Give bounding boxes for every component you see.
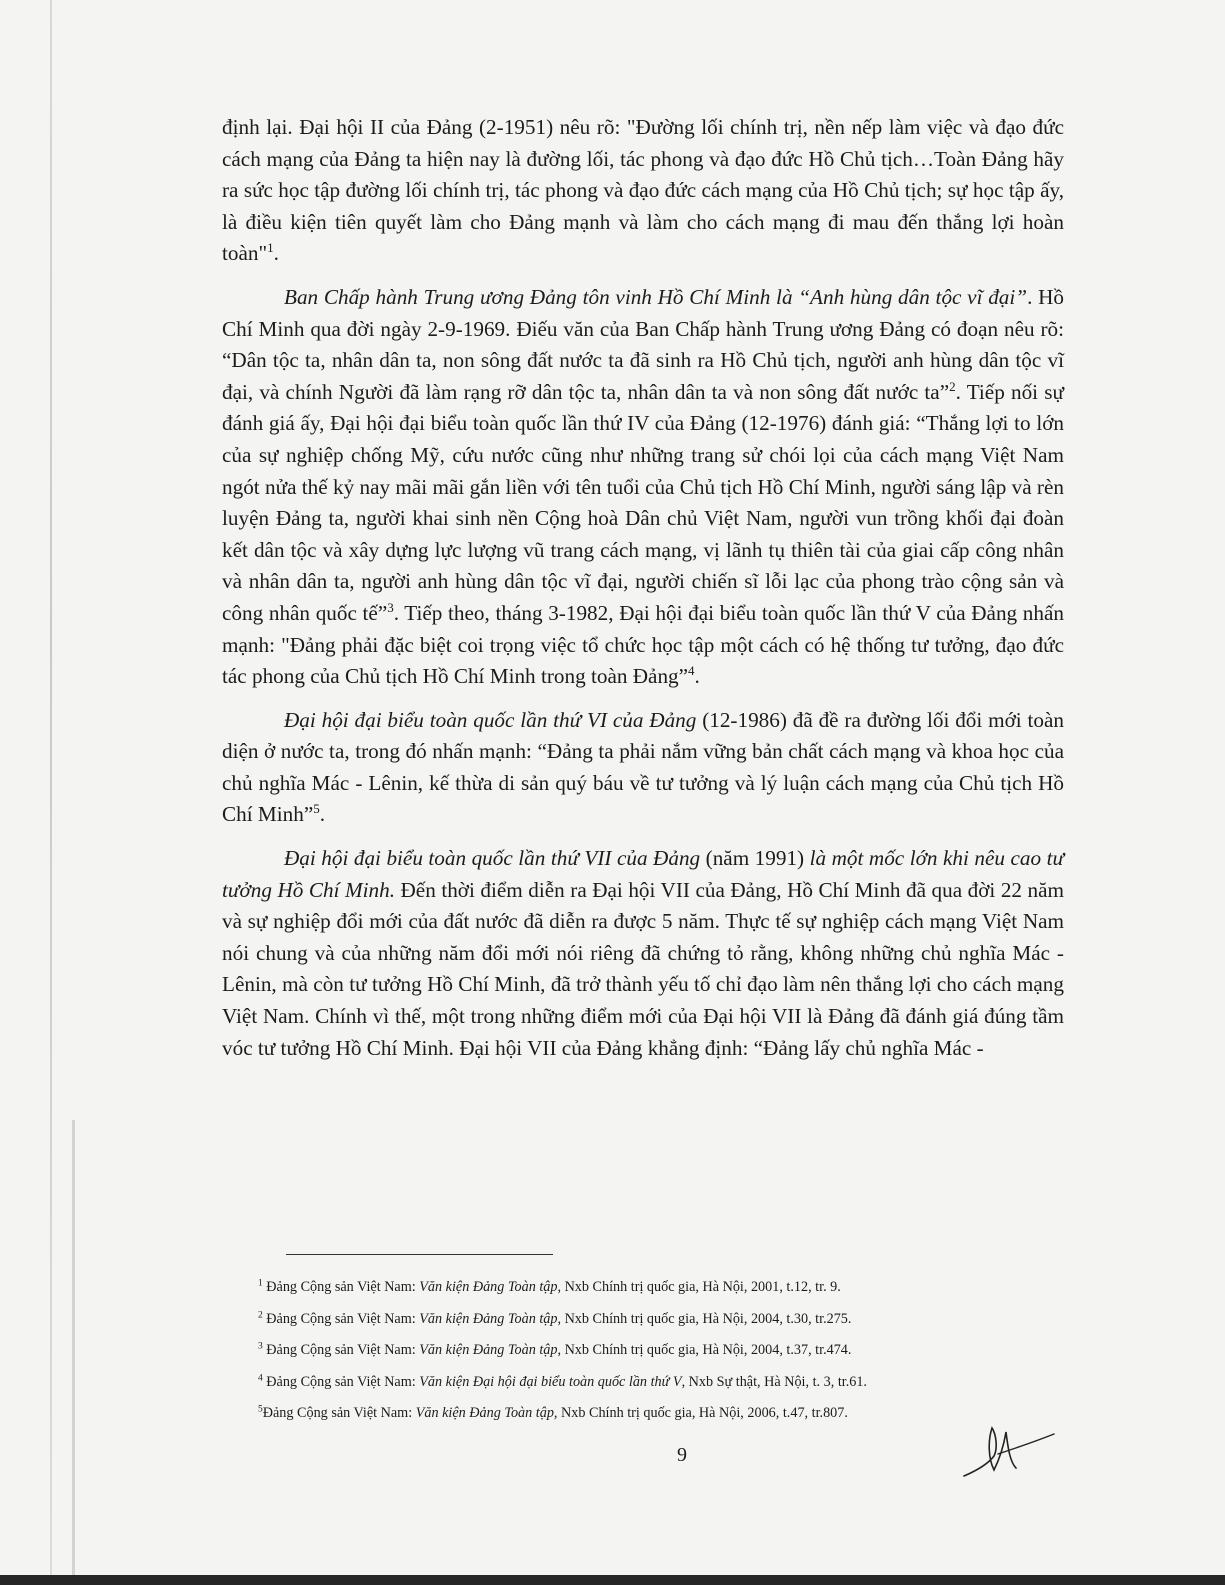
paragraph-3 <box>222 705 1064 831</box>
scan-bottom-edge <box>0 1575 1225 1585</box>
footnote-ref: 4 <box>688 663 695 679</box>
footnote-number: 2 <box>258 1309 263 1320</box>
footnote-2 <box>258 1304 1058 1336</box>
footnote-details: , Nxb Chính trị quốc gia, Hà Nội, 2004, t.30, tr.275. <box>557 1310 852 1327</box>
footnote-5 <box>258 1398 1058 1430</box>
text-run: . Hồ Chí Minh qua đời ngày 2-9-1969. Điếu văn của Ban Chấp hành Trung ương Đảng có đoạn nêu rõ: “Dân tộc ta, nhân dân ta, non sông đất nước ta đã sinh ra Hồ Chủ tịch, người anh hùng dân tộc vĩ đại, và chính Người đã làm rạng rỡ dân tộc ta, nhân dân ta và non sông đất nước ta” <box>222 284 1064 404</box>
footnote-author: Đảng Cộng sản Việt Nam: <box>262 1405 416 1422</box>
emphasis-text: Đại hội đại biểu toàn quốc lần thứ VII của Đảng <box>284 846 701 871</box>
footnote-number: 1 <box>258 1278 263 1289</box>
paragraph-4 <box>222 843 1064 1064</box>
scan-edge-shadow <box>72 1120 75 1580</box>
footnote-ref: 3 <box>387 599 394 615</box>
footnote-number: 3 <box>258 1341 263 1352</box>
footnote-title: Văn kiện Đảng Toàn tập <box>415 1405 554 1422</box>
text-run: . Tiếp theo, tháng 3-1982, Đại hội đại biểu toàn quốc lần thứ V của Đảng nhấn mạnh: "Đảng phải đặc biệt coi trọng việc tổ chức học tập một cách có hệ thống tư tưởng, đạo đức tác phong của Chủ tịch Hồ Chí Minh trong toàn Đảng” <box>222 600 1064 689</box>
text-run: (12-1986) đã đề ra đường lối đổi mới toàn diện ở nước ta, trong đó nhấn mạnh: “Đảng ta phải nắm vững bản chất cách mạng và khoa học của chủ nghĩa Mác - Lênin, kế thừa di sản quý báu về tư tưởng và lý luận cách mạng của Chủ tịch Hồ Chí Minh” <box>222 707 1064 827</box>
footnote-title: Văn kiện Đại hội đại biểu toàn quốc lần thứ V <box>419 1373 682 1390</box>
footnote-ref: 2 <box>949 378 956 394</box>
body-text <box>222 112 1064 1064</box>
footnote-details: , Nxb Chính trị quốc gia, Hà Nội, 2006, t.47, tr.807. <box>553 1405 848 1422</box>
paragraph-1 <box>222 112 1064 270</box>
page-number: 9 <box>677 1444 687 1466</box>
signature-mark <box>958 1418 1058 1488</box>
footnote-3 <box>258 1335 1058 1367</box>
text-run: Đến thời điểm diễn ra Đại hội VII của Đảng, Hồ Chí Minh đã qua đời 22 năm và sự nghiệp đổi mới của đất nước đã diễn ra được 5 năm. Thực tế sự nghiệp cách mạng Việt Nam nói chung và của những năm đổi mới nói riêng đã chứng tỏ rằng, không những chủ nghĩa Mác - Lênin, mà còn tư tưởng Hồ Chí Minh, đã trở thành yếu tố chỉ đạo làm nên thắng lợi cho cách mạng Việt Nam. Chính vì thế, một trong những điểm mới của Đại hội VII là Đảng đã đánh giá đúng tầm vóc tư tưởng Hồ Chí Minh. Đại hội VII của Đảng khẳng định: “Đảng lấy chủ nghĩa Mác - <box>222 877 1064 1060</box>
footnote-title: Văn kiện Đảng Toàn tập <box>419 1279 558 1295</box>
footnote-author: Đảng Cộng sản Việt Nam: <box>266 1310 420 1327</box>
emphasis-text: Đại hội đại biểu toàn quốc lần thứ VI của Đảng <box>284 707 697 732</box>
text-run: định lại. Đại hội II của Đảng (2-1951) nêu rõ: "Đường lối chính trị, nền nếp làm việc và đạo đức cách mạng của Đảng ta hiện nay là đường lối, tác phong và đạo đức Hồ Chủ tịch…Toàn Đảng hãy ra sức học tập đường lối chính trị, tác phong và đạo đức cách mạng của Hồ Chủ tịch; sự học tập ấy, là điều kiện tiên quyết làm cho Đảng mạnh và làm cho cách mạng đi mau đến thắng lợi hoàn toàn" <box>222 115 1064 266</box>
text-run: . <box>319 802 326 827</box>
footnote-details: , Nxb Chính trị quốc gia, Hà Nội, 2004, t.37, tr.474. <box>557 1342 852 1359</box>
scan-edge-left <box>50 0 52 1585</box>
footnote-details: , Nxb Chính trị quốc gia, Hà Nội, 2001, t.12, tr. 9. <box>557 1279 841 1295</box>
footnote-author: Đảng Cộng sản Việt Nam: <box>266 1279 420 1295</box>
footnote-author: Đảng Cộng sản Việt Nam: <box>266 1342 420 1359</box>
footnote-1 <box>258 1272 1058 1304</box>
footnote-4 <box>258 1367 1058 1399</box>
text-run: . Tiếp nối sự đánh giá ấy, Đại hội đại biểu toàn quốc lần thứ IV của Đảng (12-1976) đánh giá: “Thắng lợi to lớn của sự nghiệp chống Mỹ, cứu nước cũng như những trang sử chói lọi của cách mạng Việt Nam ngót nửa thế kỷ nay mãi mãi gắn liền với tên tuổi của Chủ tịch Hồ Chí Minh, người sáng lập và rèn luyện Đảng ta, người khai sinh nền Cộng hoà Dân chủ Việt Nam, người vun trồng khối đại đoàn kết dân tộc và xây dựng lực lượng vũ trang cách mạng, vị lãnh tụ thiên tài của giai cấp công nhân và nhân dân ta, người anh hùng dân tộc vĩ đại, người chiến sĩ lỗi lạc của phong trào cộng sản và công nhân quốc tế” <box>222 379 1064 625</box>
emphasis-text: là một mốc lớn khi nêu cao tư tưởng Hồ Chí Minh. <box>222 846 1065 902</box>
footnotes <box>258 1272 1058 1430</box>
footnote-ref: 5 <box>313 801 320 817</box>
footnote-number: 5 <box>258 1404 263 1415</box>
text-run: . <box>694 664 700 689</box>
text-run: . <box>273 241 279 266</box>
footnote-number: 4 <box>258 1373 263 1384</box>
footnote-ref: 1 <box>267 240 274 256</box>
footnote-title: Văn kiện Đảng Toàn tập <box>419 1310 558 1327</box>
footnote-details: , Nxb Sự thật, Hà Nội, t. 3, tr.61. <box>681 1373 867 1390</box>
footnote-separator <box>286 1254 553 1255</box>
emphasis-text: Ban Chấp hành Trung ương Đảng tôn vinh Hồ Chí Minh là “Anh hùng dân tộc vĩ đại” <box>284 284 1028 309</box>
footnote-title: Văn kiện Đảng Toàn tập <box>419 1342 558 1359</box>
footnote-author: Đảng Cộng sản Việt Nam: <box>266 1373 420 1390</box>
paragraph-2 <box>222 282 1064 693</box>
text-run: (năm 1991) <box>700 846 810 871</box>
